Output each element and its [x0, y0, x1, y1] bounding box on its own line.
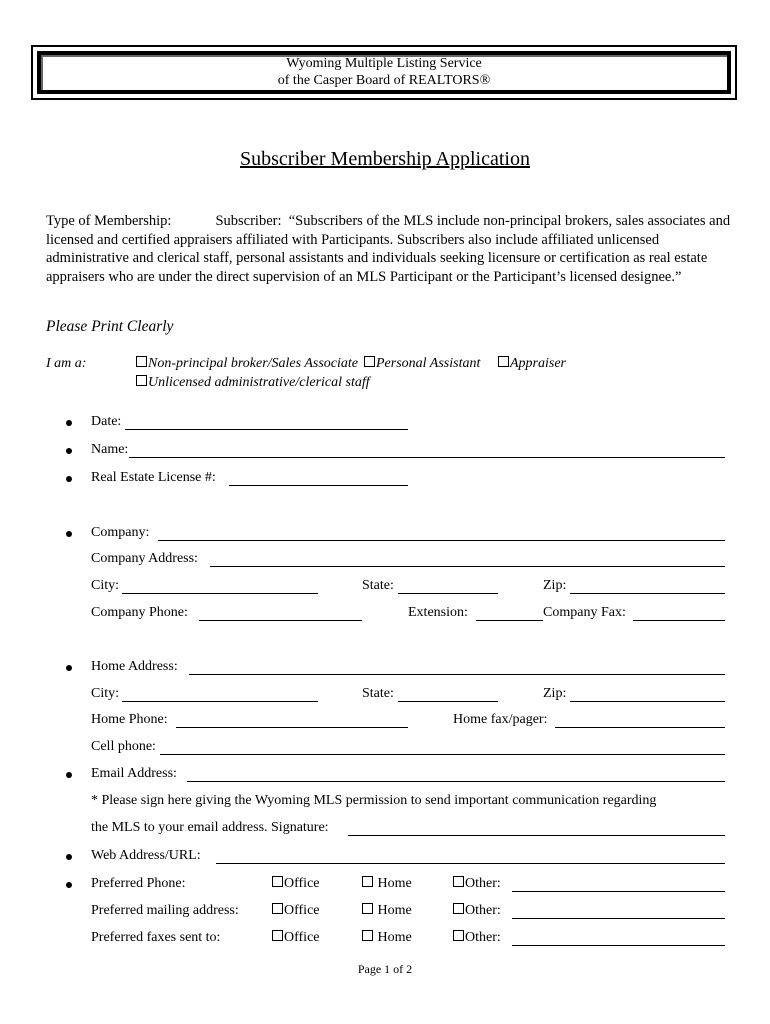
mailing-other-field[interactable]: [512, 918, 725, 919]
page-number: Page 1 of 2: [357, 962, 413, 976]
phone-office-option[interactable]: [272, 876, 320, 892]
cell-phone-field[interactable]: [160, 754, 725, 755]
option-label: Home: [377, 930, 412, 945]
company-address-label: Company Address:: [91, 551, 198, 566]
role-option-assistant-label: Personal Assistant: [376, 356, 481, 371]
license-label: Real Estate License #:: [91, 470, 216, 485]
checkbox-fax-home[interactable]: [362, 930, 373, 941]
role-option-clerical-label: Unlicensed administrative/clerical staff: [148, 375, 370, 390]
preferred-mailing-label: Preferred mailing address:: [91, 903, 239, 918]
role-option-broker-label: Non-principal broker/Sales Associate: [148, 356, 358, 371]
subscriber-description: “Subscribers of the MLS include non-principal brokers, sales associates and licensed and certified appraisers affiliated with Participants. Subscribers also include affiliated unlicensed administrative and clerical staff, personal assistants and individuals seeking licensure or certification as real estate appraisers who are under the direct supervision of an MLS Participant or the Participant’s licensed designee.”: [46, 213, 731, 285]
bullet: [66, 854, 72, 860]
company-phone-label: Company Phone:: [91, 605, 188, 620]
checkbox-mailing-home[interactable]: [362, 903, 373, 914]
role-label: I am a:: [46, 356, 87, 371]
checkbox-phone-home[interactable]: [362, 876, 373, 887]
company-fax-label: Company Fax:: [543, 605, 626, 620]
home-phone-field[interactable]: [176, 727, 408, 728]
home-state-label: State:: [362, 686, 394, 701]
membership-type-label: Type of Membership:: [46, 213, 172, 229]
extension-label: Extension:: [408, 605, 468, 620]
name-field[interactable]: [129, 457, 725, 458]
checkbox-broker[interactable]: [136, 356, 147, 367]
bullet: [66, 882, 72, 888]
company-label: Company:: [91, 525, 150, 540]
checkbox-phone-office[interactable]: [272, 876, 283, 887]
option-label: Office: [284, 903, 320, 918]
home-zip-label: Zip:: [543, 686, 567, 701]
checkbox-mailing-other[interactable]: [453, 903, 464, 914]
checkbox-fax-office[interactable]: [272, 930, 283, 941]
date-field[interactable]: [125, 429, 408, 430]
fax-office-option[interactable]: [272, 930, 320, 946]
phone-other-field[interactable]: [512, 891, 725, 892]
membership-description: [46, 212, 736, 286]
header-line-2: of the Casper Board of REALTORS®: [277, 73, 491, 88]
bullet: [66, 476, 72, 482]
fax-home-option[interactable]: [362, 930, 412, 946]
role-option-assistant[interactable]: [364, 356, 480, 372]
company-address-field[interactable]: [210, 566, 725, 567]
role-option-clerical[interactable]: [136, 375, 370, 391]
checkbox-appraiser[interactable]: [498, 356, 509, 367]
home-fax-field[interactable]: [555, 727, 725, 728]
checkbox-mailing-office[interactable]: [272, 903, 283, 914]
subscriber-label: Subscriber:: [215, 213, 282, 229]
company-fax-field[interactable]: [633, 620, 725, 621]
preferred-phone-label: Preferred Phone:: [91, 876, 186, 891]
company-city-label: City:: [91, 578, 120, 593]
fax-other-option[interactable]: [453, 930, 501, 946]
checkbox-phone-other[interactable]: [453, 876, 464, 887]
email-label: Email Address:: [91, 766, 177, 781]
option-label: Home: [377, 876, 412, 891]
home-city-label: City:: [91, 686, 120, 701]
home-zip-field[interactable]: [570, 701, 725, 702]
bullet: [66, 448, 72, 454]
mailing-office-option[interactable]: [272, 903, 320, 919]
bullet: [66, 772, 72, 778]
checkbox-clerical[interactable]: [136, 375, 147, 386]
signature-field[interactable]: [348, 835, 725, 836]
mailing-home-option[interactable]: [362, 903, 412, 919]
company-phone-field[interactable]: [199, 620, 362, 621]
option-label: Other:: [465, 930, 501, 945]
option-label: Other:: [465, 876, 501, 891]
company-city-field[interactable]: [122, 593, 318, 594]
preferred-fax-label: Preferred faxes sent to:: [91, 930, 221, 945]
home-address-field[interactable]: [189, 674, 725, 675]
company-zip-label: Zip:: [543, 578, 567, 593]
email-field[interactable]: [187, 781, 725, 782]
option-label: Other:: [465, 903, 501, 918]
checkbox-fax-other[interactable]: [453, 930, 464, 941]
header-line-1: Wyoming Multiple Listing Service: [286, 56, 482, 71]
bullet: [66, 531, 72, 537]
company-zip-field[interactable]: [570, 593, 725, 594]
name-label: Name:: [91, 442, 129, 457]
print-clearly-note: Please Print Clearly: [46, 318, 174, 335]
role-option-broker[interactable]: [136, 356, 358, 372]
checkbox-assistant[interactable]: [364, 356, 375, 367]
option-label: Office: [284, 930, 320, 945]
company-state-label: State:: [362, 578, 394, 593]
role-option-appraiser[interactable]: [498, 356, 566, 372]
home-phone-label: Home Phone:: [91, 712, 168, 727]
fax-other-field[interactable]: [512, 945, 725, 946]
company-field[interactable]: [158, 540, 725, 541]
web-field[interactable]: [216, 863, 725, 864]
bullet: [66, 665, 72, 671]
page-title: Subscriber Membership Application: [240, 148, 530, 170]
signature-note-2: the MLS to your email address. Signature:: [91, 820, 329, 835]
company-state-field[interactable]: [398, 593, 498, 594]
home-fax-label: Home fax/pager:: [453, 712, 548, 727]
cell-phone-label: Cell phone:: [91, 739, 156, 754]
mailing-other-option[interactable]: [453, 903, 501, 919]
signature-note-1: * Please sign here giving the Wyoming MLS permission to send important communication regarding: [91, 793, 657, 808]
option-label: Home: [377, 903, 412, 918]
extension-field[interactable]: [476, 620, 543, 621]
date-label: Date:: [91, 414, 122, 429]
phone-home-option[interactable]: [362, 876, 412, 892]
license-field[interactable]: [229, 485, 408, 486]
role-option-appraiser-label: Appraiser: [510, 356, 566, 371]
home-city-field[interactable]: [122, 701, 318, 702]
option-label: Office: [284, 876, 320, 891]
phone-other-option[interactable]: [453, 876, 501, 892]
web-label: Web Address/URL:: [91, 848, 201, 863]
bullet: [66, 420, 72, 426]
home-address-label: Home Address:: [91, 659, 178, 674]
home-state-field[interactable]: [398, 701, 498, 702]
